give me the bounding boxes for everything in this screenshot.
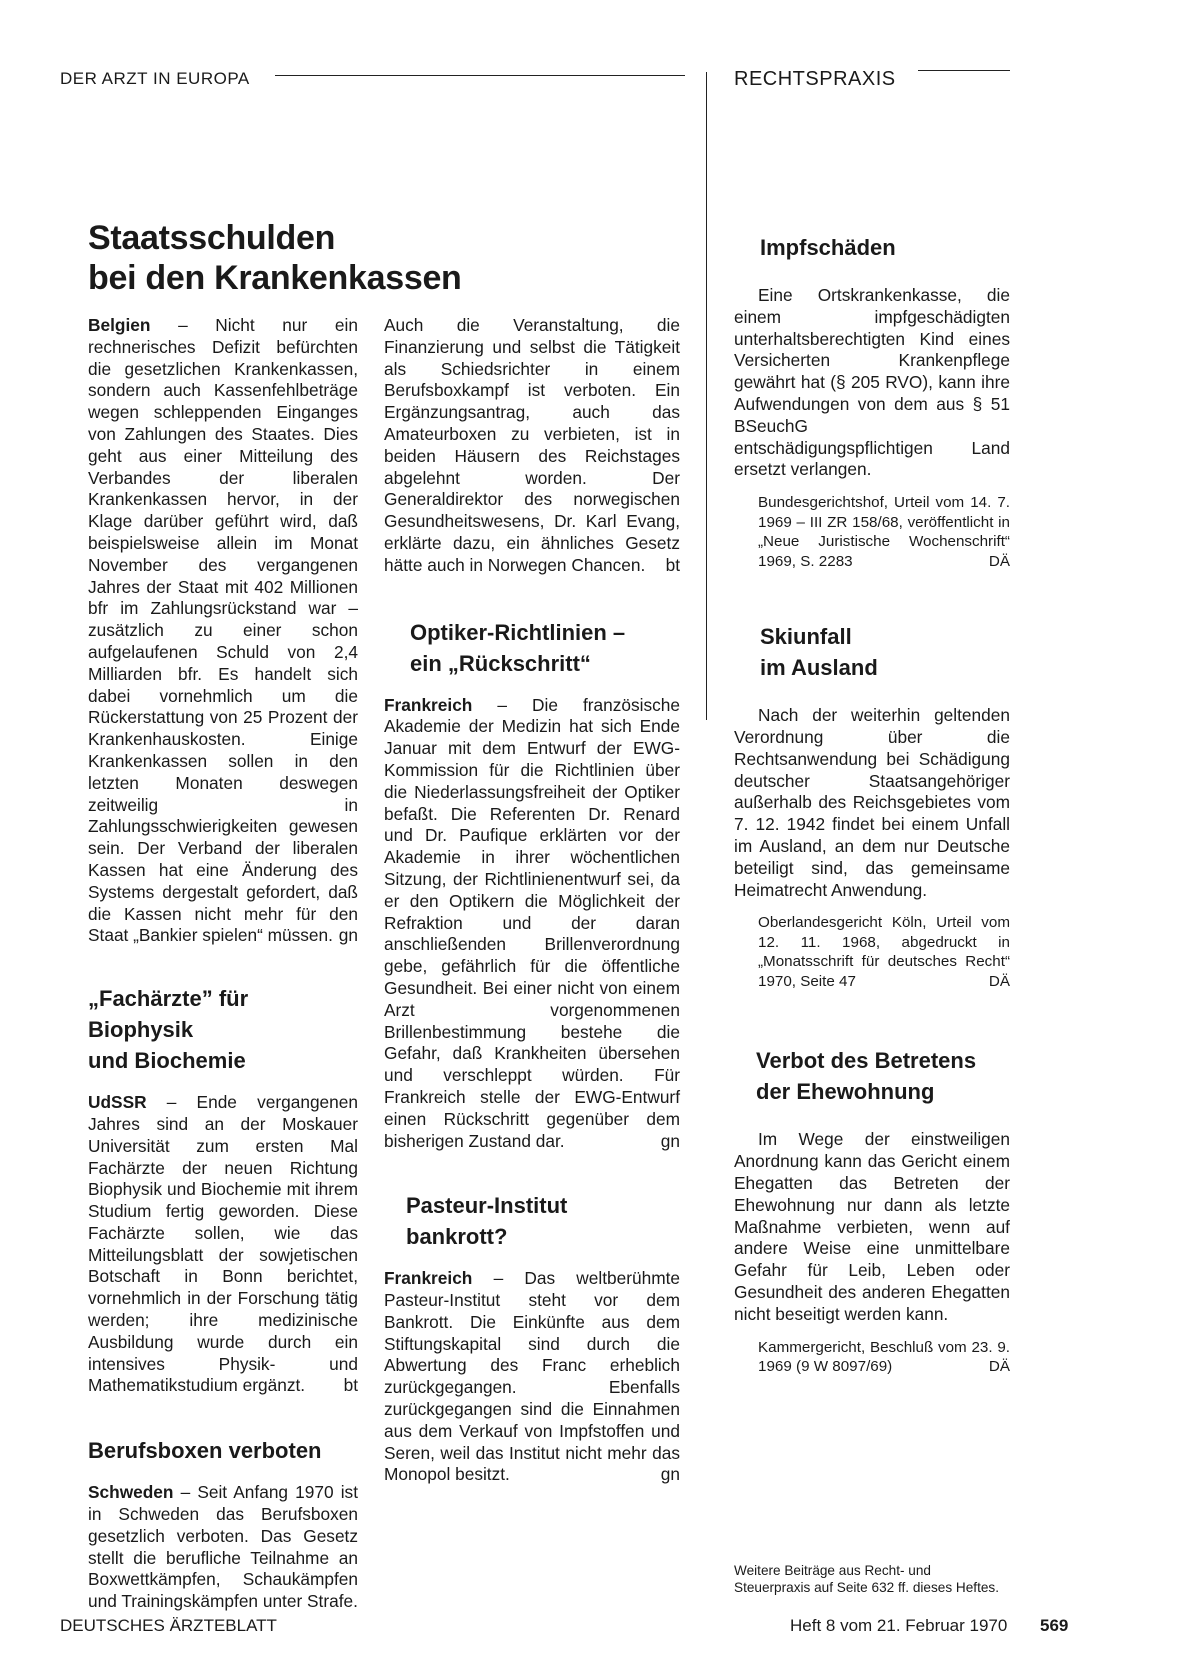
article-impfschaeden-citation: Bundesgerichtshof, Urteil vom 14. 7. 1969 – III ZR 158/68, veröffentlicht in „Neue Juristische Wochenschrift“ 1969, S. 2283 DÄ xyxy=(758,494,1010,570)
author-tag: DÄ xyxy=(988,1358,1010,1376)
lead-location: Schweden xyxy=(88,1482,174,1503)
cross-reference-note: Weitere Beiträge aus Recht- und Steuerpraxis auf Seite 632 ff. dieses Heftes. xyxy=(734,1563,999,1595)
footer-issue: Heft 8 vom 21. Februar 1970 xyxy=(790,1616,1008,1635)
lead-location: Belgien xyxy=(88,315,151,335)
article-staatsschulden-title: Staatsschulden bei den Krankenkassen xyxy=(88,219,462,297)
article-skiunfall-title: Skiunfall im Ausland xyxy=(760,624,878,681)
article-impfschaeden-body: Eine Ortskrankenkasse, die einem impfgeschädigten unterhaltsberechtigten Kind eines Versicherten Krankenpflege gewährt hat (§ 205 RVO), kann ihre Aufwendungen von dem aus § 51 BSeuchG entschädigungspflichtigen Land ersetzt verlangen. xyxy=(734,285,1010,480)
article-pasteur-body: Frankreich – Das weltberühmte Pasteur-Institut steht vor dem Bankrott. Die Einkünfte aus dem Stiftungskapital sind durch die Abwertung des Franc erheblich zurückgegangen. Ebenfalls zurückgegangen sind die Einnahmen aus dem Verkauf von Impfstoffen und Seren, weil das Institut nicht mehr das Monopol besitzt. gn xyxy=(384,1268,680,1485)
running-head-right: RECHTSPRAXIS xyxy=(734,68,896,90)
page-number: 569 xyxy=(1040,1616,1069,1635)
column-2 xyxy=(384,315,680,1486)
author-tag: bt xyxy=(665,554,680,575)
lead-location: UdSSR xyxy=(88,1092,147,1113)
article-ehewohnung-citation: Kammergericht, Beschluß vom 23. 9. 1969 (9 W 8097/69) DÄ xyxy=(758,1338,1010,1376)
article-berufsboxen-continued: Auch die Veranstaltung, die Finanzierung und selbst die Tätigkeit als Schiedsrichter in einem Berufsboxkampf ist verboten. Ein Ergänzungsantrag, auch das Amateurboxen zu verbieten, ist in beiden Häusern des Reichstages abgelehnt worden. Der Generaldirektor des norwegischen Gesundheitswesens, Dr. Karl Evang, erklärte dazu, ein ähnliches Gesetz hätte auch in Norwegen Chancen. bt xyxy=(384,315,680,575)
author-tag: DÄ xyxy=(988,552,1010,570)
author-tag: DÄ xyxy=(988,972,1010,990)
column-1 xyxy=(88,315,358,1613)
column-divider xyxy=(706,72,707,720)
header-rule-left xyxy=(275,75,685,76)
lead-location: Frankreich xyxy=(384,694,473,715)
column-3 xyxy=(734,232,1010,1377)
article-ehewohnung-title: Verbot des Betretens der Ehewohnung xyxy=(756,1048,977,1105)
article-optiker-title: Optiker-Richtlinien – ein „Rückschritt“ xyxy=(410,619,626,676)
article-pasteur-title: Pasteur-Institut bankrott? xyxy=(406,1193,568,1250)
author-tag: gn xyxy=(660,1464,680,1485)
footer-journal: DEUTSCHES ÄRZTEBLATT xyxy=(60,1616,277,1635)
article-staatsschulden-body: Belgien – Nicht nur ein rechnerisches Defizit befürchten die gesetzlichen Krankenkassen, sondern auch Kassenfehlbeträge wegen schleppenden Einganges von Zahlungen des Staates. Dies geht aus einer Mitteilung des Verbandes der liberalen Krankenkassen hervor, in der Klage darüber geführt wird, daß beispielsweise allein im Monat November des vergangenen Jahres der Staat mit 402 Millionen bfr im Zahlungsrückstand war – zusätzlich zu einer schon aufgelaufenen Schuld von 2,4 Milliarden bfr. Es handelt sich dabei vornehmlich um die Rückerstattung von 25 Prozent der Krankenhauskosten. Einige Krankenkassen sollen in den letzten Monaten deswegen zeitweilig in Zahlungsschwierigkeiten gewesen sein. Der Verband der liberalen Kassen hat eine Änderung des Systems dergestalt gefordert, daß die Kassen nicht mehr für den Staat „Bankier spielen“ müssen. gn xyxy=(88,315,358,946)
author-tag: gn xyxy=(338,925,358,946)
article-optiker-body: Frankreich – Die französische Akademie der Medizin hat sich Ende Januar mit dem Entwurf der EWG-Kommission für die Richtlinien über die Niederlassungsfreiheit der Optiker befaßt. Die Referenten Dr. Renard und Dr. Paufique erklärten vor der Akademie in ihrer wöchentlichen Sitzung, der Richtlinienentwurf sei, da er den Optikern die Möglichkeit der Refraktion und der daran anschließenden Brillenverordnung gebe, gefährlich für die öffentliche Gesundheit. Bei einer nicht von einem Arzt vorgenommenen Brillenbestimmung bestehe die Gefahr, daß Krankheiten übersehen und verschleppt würden. Für Frankreich stelle der EWG-Entwurf einen Rückschritt gegenüber dem bisherigen Zustand dar. gn xyxy=(384,694,680,1151)
author-tag: bt xyxy=(343,1375,358,1396)
running-head-left: DER ARZT IN EUROPA xyxy=(60,69,250,88)
article-fachaerzte-body: UdSSR – Ende vergangenen Jahres sind an der Moskauer Universität zum ersten Mal Fachärzte der neuen Richtung Biophysik und Biochemie mit ihrem Studium fertig geworden. Diese Fachärzte sollen, wie das Mitteilungsblatt der sowjetischen Botschaft in Bonn berichtet, vornehmlich in der Forschung tätig werden; ihre medizinische Ausbildung wurde durch ein intensives Physik- und Mathematikstudium ergänzt. bt xyxy=(88,1092,358,1396)
article-impfschaeden-title: Impfschäden xyxy=(760,235,896,260)
author-tag: gn xyxy=(660,1130,680,1151)
article-fachaerzte-title: „Fachärzte” für Biophysik und Biochemie xyxy=(88,986,249,1074)
article-skiunfall-citation: Oberlandesgericht Köln, Urteil vom 12. 11. 1968, abgedruckt in „Monatsschrift für deutsches Recht“ 1970, Seite 47 DÄ xyxy=(758,914,1010,990)
article-berufsboxen-title: Berufsboxen verboten xyxy=(88,1438,322,1464)
header-rule-right xyxy=(918,70,1010,71)
lead-location: Frankreich xyxy=(384,1268,473,1289)
article-berufsboxen-body: Schweden – Seit Anfang 1970 ist in Schweden das Berufsboxen gesetzlich verboten. Das Gesetz stellt die berufliche Teilnahme an Boxwettkämpfen, Schaukämpfen und Trainingskämpfen unter Strafe. xyxy=(88,1482,358,1612)
article-skiunfall-body: Nach der weiterhin geltenden Verordnung über die Rechtsanwendung bei Schädigung deutscher Staatsangehöriger außerhalb des Reichsgebietes vom 7. 12. 1942 findet bei einem Unfall im Ausland, an dem nur Deutsche beteiligt sind, das gemeinsame Heimatrecht Anwendung. xyxy=(734,705,1010,900)
article-ehewohnung-body: Im Wege der einstweiligen Anordnung kann das Gericht einem Ehegatten das Betreten der Ehewohnung nur dann als letzte Maßnahme verbieten, wenn auf andere Weise eine unmittelbare Gefahr für Leib, Leben oder Gesundheit des anderen Ehegatten nicht beseitigt werden kann. xyxy=(734,1129,1010,1324)
